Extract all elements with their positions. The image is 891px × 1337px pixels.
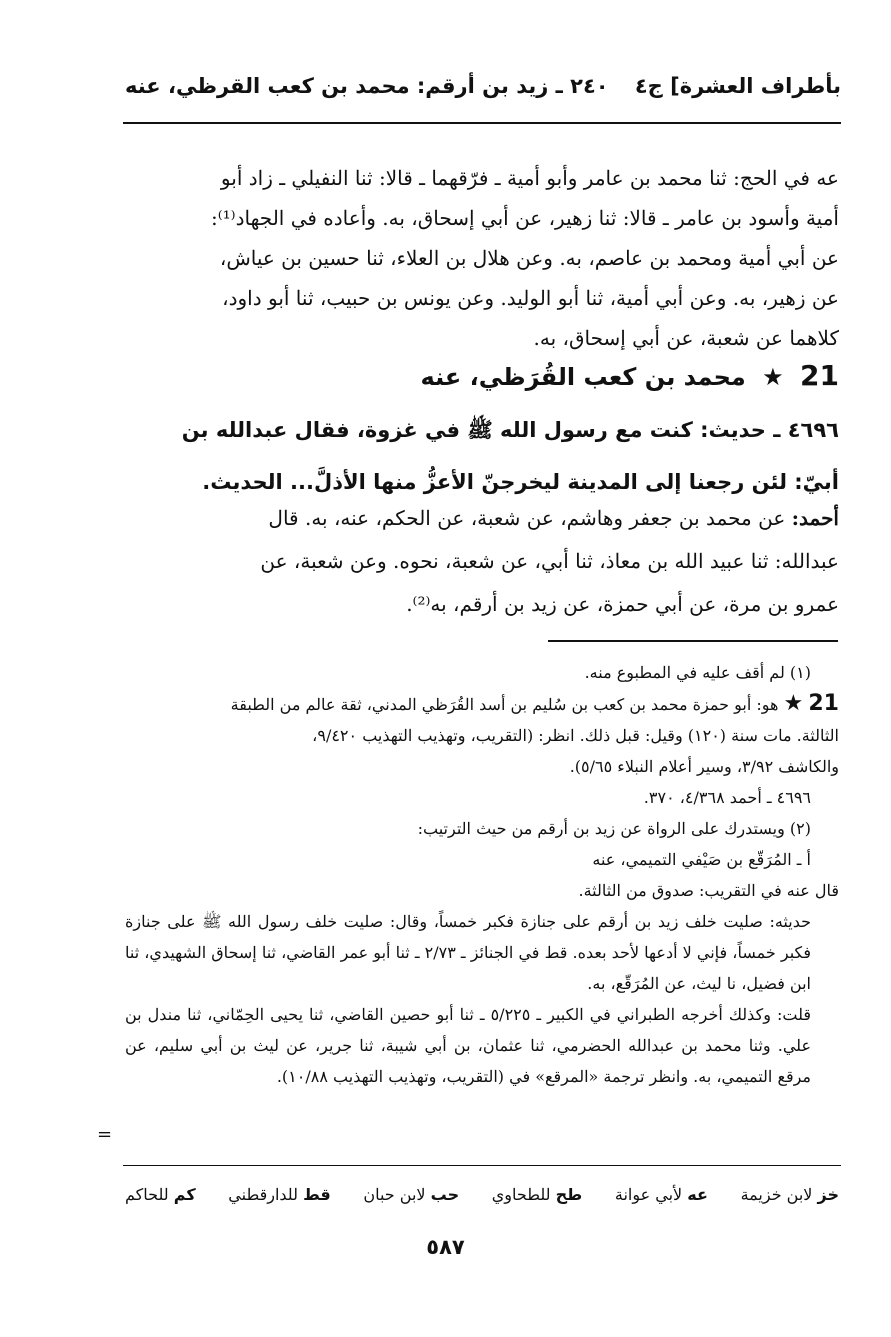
reference-line: ٤٦٩٦ ـ أحمد ٤/٣٦٨، ٣٧٠. <box>643 788 811 807</box>
hadith-line: أبيّ: لئن رجعنا إلى المدينة ليخرجنّ الأعزُّ منها الأذلَّ... الحديث. <box>202 470 839 494</box>
text-line: عن زهير، به. وعن أبي أمية، ثنا أبو الوليد. وعن يونس بن حبيب، ثنا أبو داود، <box>222 286 839 310</box>
abbreviation: عه لأبي عوانة <box>614 1185 708 1204</box>
source-line: عمرو بن مرة، عن أبي حمزة، عن زيد بن أرقم، به⁽²⁾. <box>406 592 839 616</box>
abbreviations-key <box>125 1180 839 1210</box>
biography-line: الثالثة. مات سنة (١٢٠) وقيل: قبل ذلك. انظر: (التقريب، وتهذيب التهذيب ٩/٤٢٠، <box>312 726 839 745</box>
section-heading <box>125 352 839 400</box>
hadith-line: ٤٦٩٦ ـ حديث: كنت مع رسول الله ﷺ في غزوة، فقال عبدالله بن <box>181 418 839 442</box>
text-line: أمية وأسود بن عامر ـ قالا: ثنا زهير، عن أبي إسحاق، به. وأعاده في الجهاد⁽¹⁾: <box>210 206 839 230</box>
footnote-note-paragraph: قلت: وكذلك أخرجه الطبراني في الكبير ـ ٥/٢٢٥ ـ ثنا أبو حصين القاضي، ثنا يحيى الحِمّاني، ثنا مندل بن علي. وثنا محمد بن عبدالله الحضرمي، ثنا عثمان، بن أبي شيبة، ثنا جرير، عن ليث بن أبي سليم، عن مرقع التميمي، به. وانظر ترجمة «المرقع» في (التقريب، وتهذيب التهذيب ١٠/٨٨). <box>125 1005 812 1086</box>
source-label: أحمد: <box>791 506 839 530</box>
text-line: عن أبي أمية ومحمد بن عاصم، به. وعن هلال بن العلاء، ثنا حسين بن عياش، <box>219 246 839 270</box>
source-line <box>125 497 839 540</box>
text-line: كلاهما عن شعبة، عن أبي إسحاق، به. <box>533 326 839 350</box>
abbreviation: حب لابن حبان <box>363 1185 460 1204</box>
biography-number: 21 <box>808 691 839 716</box>
header-volume-title: بأطراف العشرة] ج٤ <box>634 74 841 98</box>
star-icon: ★ <box>762 363 784 391</box>
section-title: محمد بن كعب القُرَظي، عنه <box>420 363 746 391</box>
footnote-2-line: أ ـ المُرَقّع بن صَيْفي التميمي، عنه <box>592 850 811 869</box>
biography-note <box>125 688 839 720</box>
star-icon: ★ <box>783 691 804 716</box>
abbreviation: خز لابن خزيمة <box>740 1185 839 1204</box>
abbreviation: قط للدارقطني <box>228 1185 331 1204</box>
hadith-text <box>125 404 839 508</box>
page-number: ٥٨٧ <box>426 1235 465 1259</box>
footnote-rule <box>548 640 838 642</box>
source-text: عن محمد بن جعفر وهاشم، عن شعبة، عن الحكم، عنه، به. قال <box>268 506 792 530</box>
continuation-mark: = <box>97 1124 113 1145</box>
header-rule <box>123 122 841 124</box>
section-number: 21 <box>800 359 839 392</box>
footer-rule <box>123 1165 841 1166</box>
abbreviation: كم للحاكم <box>125 1185 196 1204</box>
footnote-1: (١) لم أقف عليه في المطبوع منه. <box>584 663 811 682</box>
source-line: عبدالله: ثنا عبيد الله بن معاذ، ثنا أبي، عن شعبة، نحوه. وعن شعبة، عن <box>260 549 839 573</box>
header-chapter-title: ٢٤٠ ـ زيد بن أرقم: محمد بن كعب القرظي، عنه <box>125 74 609 98</box>
footnotes <box>125 657 839 1092</box>
biography-line: والكاشف ٣/٩٢، وسير أعلام النبلاء ٥/٦٥). <box>569 757 839 776</box>
footnote-hadith-paragraph: حديثه: صليت خلف زيد بن أرقم على جنازة فكبر خمساً، وقال: صليت خلف رسول الله ﷺ على جنازة فكبر خمساً، فإني لا أدعها لأحد بعده. قط في الجنائز ـ ٢/٧٣ ـ ثنا أبو عمر القاضي، ثنا إسحاق الشهيدي، ثنا ابن فضيل، نا ليث، عن المُرَقّع، به. <box>125 912 812 993</box>
abbreviation: طح للطحاوي <box>491 1185 583 1204</box>
source-citation <box>125 497 839 626</box>
main-text <box>125 158 839 358</box>
footnote-2-line: قال عنه في التقريب: صدوق من الثالثة. <box>578 881 839 900</box>
biography-text: هو: أبو حمزة محمد بن كعب بن سُليم بن أسد القُرَظي المدني، ثقة عالم من الطبقة <box>230 695 784 714</box>
running-header <box>125 74 841 114</box>
text-line: عه في الحج: ثنا محمد بن عامر وأبو أمية ـ فرّقهما ـ قالا: ثنا النفيلي ـ زاد أبو <box>220 166 839 190</box>
footnote-2: (٢) ويستدرك على الرواة عن زيد بن أرقم من حيث الترتيب: <box>417 819 811 838</box>
